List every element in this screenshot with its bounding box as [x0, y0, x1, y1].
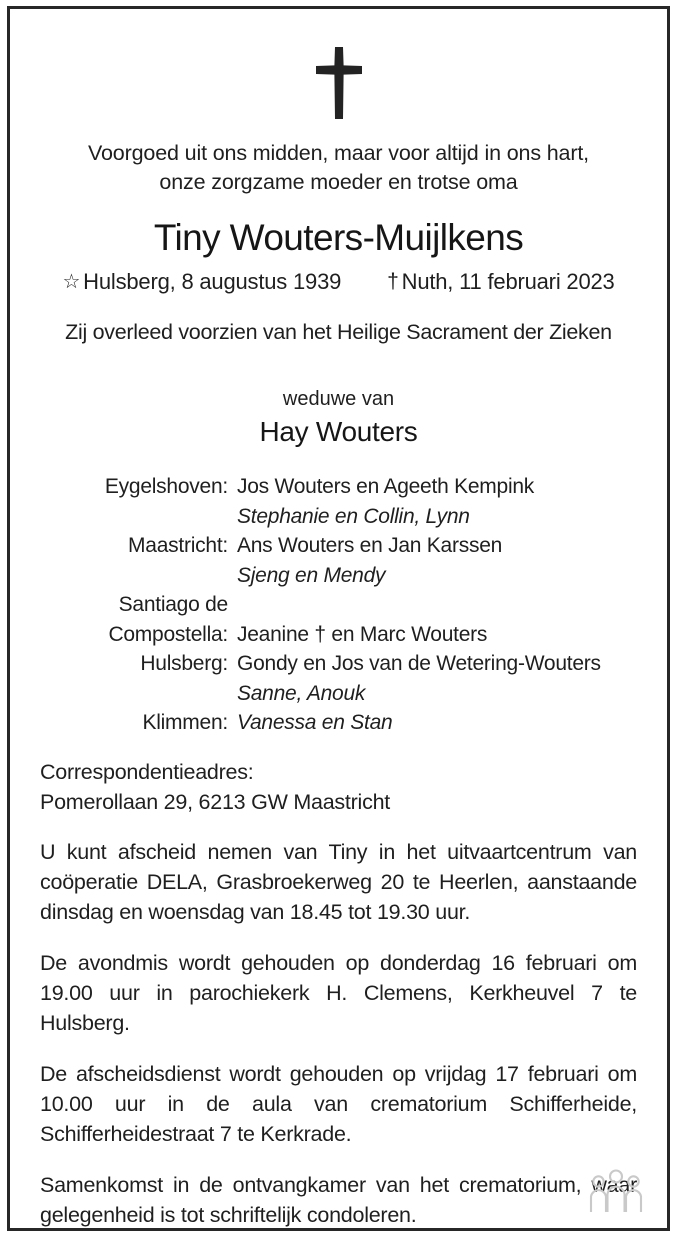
opening-verse — [40, 139, 637, 197]
spouse-name: Hay Wouters — [259, 416, 418, 447]
correspondence-address — [40, 757, 637, 817]
family-place: Klimmen: — [142, 711, 228, 734]
life-dates — [40, 267, 637, 298]
family-row — [40, 679, 637, 709]
death-entry — [387, 267, 614, 298]
verse-line-2: onze zorgzame moeder en trotse oma — [159, 170, 518, 194]
cross-symbol-container — [40, 45, 637, 123]
deceased-name: Tiny Wouters-Muijlkens — [153, 217, 524, 258]
family-row — [40, 590, 637, 620]
family-row — [40, 708, 637, 738]
evening-mass-paragraph: De avondmis wordt gehouden op donderdag 16 februari om 19.00 uur in parochiekerk H. Clemens, Kerkheuvel 7 te Hulsberg. — [40, 950, 637, 1035]
family-row — [40, 649, 637, 679]
cross-icon — [313, 45, 365, 121]
family-place: Maastricht: — [128, 534, 228, 557]
notice-border-frame — [7, 6, 670, 1231]
birth-entry — [62, 267, 341, 298]
family-row — [40, 561, 637, 591]
family-place: Santiago de — [118, 593, 228, 616]
verse-line-1: Voorgoed uit ons midden, maar voor altijd in ons hart, — [87, 141, 590, 165]
family-row — [40, 620, 637, 650]
family-names: Ans Wouters en Jan Karssen — [237, 534, 503, 557]
birth-place: Hulsberg, — [83, 269, 176, 294]
correspondence-street: Pomerollaan 29, 6213 GW Maastricht — [40, 789, 390, 814]
spouse-relation: weduwe van — [282, 388, 395, 410]
family-row — [40, 472, 637, 502]
sacrament-line: Zij overleed voorzien van het Heilige Sacrament der Zieken — [65, 320, 612, 344]
family-names: Stephanie en Collin, Lynn — [237, 504, 470, 528]
family-list — [40, 472, 637, 738]
farewell-service-paragraph: De afscheidsdienst wordt gehouden op vrijdag 17 februari om 10.00 uur in de aula van crematorium Schifferheide, Schifferheidestraat 7 te Kerkrade. — [40, 1061, 637, 1146]
family-place: Compostella: — [108, 622, 228, 646]
death-place: Nuth, — [401, 269, 454, 294]
dagger-icon: † — [387, 270, 399, 293]
family-names: Jos Wouters en Ageeth Kempink — [237, 475, 535, 498]
family-names: Sanne, Anouk — [237, 681, 366, 705]
star-icon: ☆ — [62, 271, 81, 293]
family-place: Hulsberg: — [140, 652, 228, 675]
family-row — [40, 502, 637, 532]
family-row — [40, 531, 637, 561]
family-names: Sjeng en Mendy — [237, 563, 386, 587]
family-names: Vanessa en Stan — [237, 711, 393, 734]
family-names: Gondy en Jos van de Wetering-Wouters — [237, 652, 601, 675]
three-figures-logo — [588, 1168, 644, 1214]
gathering-paragraph: Samenkomst in de ontvangkamer van het crematorium, waar gelegenheid is tot schriftelijk condoleren. — [40, 1172, 637, 1227]
visitation-paragraph: U kunt afscheid nemen van Tiny in het uitvaartcentrum van coöperatie DELA, Grasbroekerweg 20 te Heerlen, aanstaande dinsdag en woensdag van 18.45 tot 19.30 uur. — [40, 839, 637, 924]
family-place: Eygelshoven: — [104, 475, 228, 498]
death-date: 11 februari 2023 — [459, 269, 615, 294]
birth-date: 8 augustus 1939 — [181, 269, 342, 294]
family-names: Jeanine † en Marc Wouters — [237, 622, 488, 646]
correspondence-label: Correspondentieadres: — [40, 759, 254, 784]
notice-content — [10, 9, 667, 1228]
